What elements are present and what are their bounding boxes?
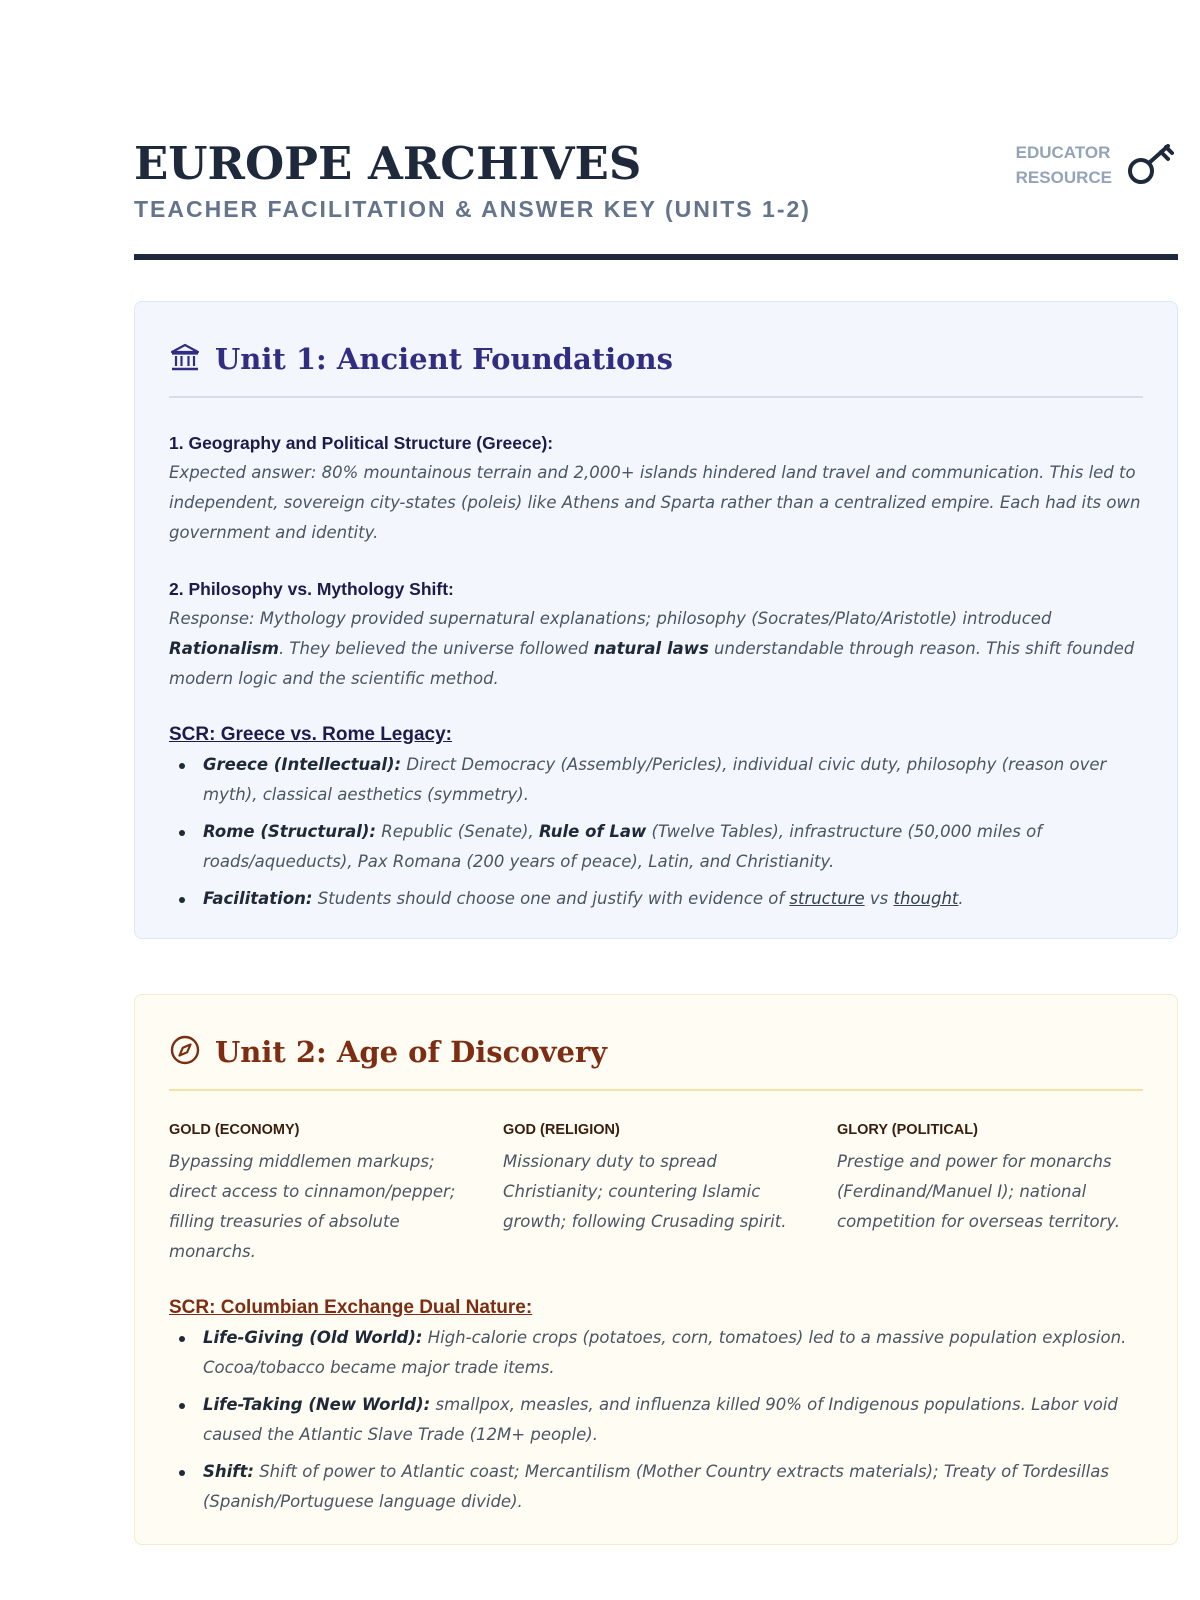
answer-text: understandable through reason. This shift founded modern logic and the scientific method. (169, 639, 1135, 688)
question-1 (169, 428, 1143, 548)
motive-glory-heading: GLORY (POLITICAL) (837, 1122, 978, 1138)
answer-term-natural-laws: natural laws (593, 639, 709, 658)
educator-badge (1016, 138, 1176, 192)
list-item (169, 750, 1143, 810)
list-item (169, 817, 1143, 877)
bullet-lead: Facilitation: (203, 889, 313, 908)
bullet-text: Republic (Senate), (376, 822, 539, 841)
bullet-text: Shift of power to Atlantic coast; Mercantilism (Mother Country extracts materials); Treaty of Tordesillas (Spanish/Portuguese language divide). (203, 1462, 1109, 1511)
list-item (169, 1457, 1143, 1517)
unit-2-scr-list (169, 1323, 1143, 1517)
page-title: EUROPE ARCHIVES (134, 137, 642, 190)
bullet-text: High-calorie crops (potatoes, corn, tomatoes) led to a massive population explosion. Cocoa/tobacco became major trade items. (203, 1328, 1127, 1377)
bullet-text: . (958, 889, 964, 908)
bullet-lead: Shift: (203, 1462, 254, 1481)
bullet-lead: Life-Taking (New World): (203, 1395, 431, 1414)
header-rule (134, 254, 1178, 260)
key-icon (1126, 138, 1176, 192)
unit-1-card (134, 301, 1178, 939)
question-1-answer: Expected answer: 80% mountainous terrain and 2,000+ islands hindered land travel and communication. This led to independent, sovereign city-states (poleis) like Athens and Sparta rather than a centralized empire. Each had its own government and identity. (169, 463, 1141, 542)
unit-1-title: Unit 1: Ancient Foundations (215, 342, 673, 376)
bullet-term-rule-of-law: Rule of Law (538, 822, 647, 841)
bullet-lead: Greece (Intellectual): (203, 755, 402, 774)
unit-1-divider (169, 396, 1143, 398)
list-item (169, 884, 1143, 914)
page-subtitle: TEACHER FACILITATION & ANSWER KEY (UNITS 1-2) (134, 196, 811, 222)
bullet-term-thought: thought (893, 889, 959, 908)
bullet-text: smallpox, measles, and influenza killed 90% of Indigenous populations. Labor void caused the Atlantic Slave Trade (12M+ people). (203, 1395, 1118, 1444)
badge-text (1016, 140, 1112, 190)
motives-columns (169, 1119, 1143, 1267)
answer-term-rationalism: Rationalism (169, 639, 279, 658)
motive-god-text: Missionary duty to spread Christianity; countering Islamic growth; following Crusading spirit. (503, 1152, 787, 1231)
question-2 (169, 574, 1143, 694)
unit-2-divider (169, 1089, 1143, 1091)
question-2-answer (169, 604, 1143, 694)
unit-1-scr-title: SCR: Greece vs. Rome Legacy: (169, 724, 453, 745)
answer-text: . They believed the universe followed (278, 639, 594, 658)
bullet-text: (Twelve Tables), infrastructure (50,000 miles of roads/aqueducts), Pax Romana (200 years of peace), Latin, and Christianity. (203, 822, 1043, 871)
motive-gold-heading: GOLD (ECONOMY) (169, 1122, 300, 1138)
motive-god-heading: GOD (RELIGION) (503, 1122, 620, 1138)
list-item (169, 1390, 1143, 1450)
unit-2-scr-title: SCR: Columbian Exchange Dual Nature: (169, 1297, 533, 1318)
unit-1-heading (169, 302, 1143, 396)
motive-gold-text: Bypassing middlemen markups; direct access to cinnamon/pepper; filling treasuries of absolute monarchs. (169, 1152, 456, 1261)
motive-glory-text: Prestige and power for monarchs (Ferdinand/Manuel I); national competition for overseas territory. (837, 1152, 1121, 1231)
bullet-lead: Rome (Structural): (203, 822, 377, 841)
bullet-term-structure: structure (789, 889, 865, 908)
question-1-label: 1. Geography and Political Structure (Greece): (169, 433, 554, 453)
compass-icon (169, 1034, 201, 1070)
motive-god (503, 1119, 809, 1267)
motive-glory (837, 1119, 1143, 1267)
question-2-label: 2. Philosophy vs. Mythology Shift: (169, 579, 454, 599)
page-header (134, 138, 1178, 223)
bullet-text: Students should choose one and justify with evidence of (312, 889, 790, 908)
list-item (169, 1323, 1143, 1383)
answer-text: Response: Mythology provided supernatural explanations; philosophy (Socrates/Plato/Aristotle) introduced (169, 609, 1052, 628)
unit-1-scr-list (169, 750, 1143, 914)
motive-gold (169, 1119, 475, 1267)
unit-2-card (134, 994, 1178, 1545)
bullet-text: Direct Democracy (Assembly/Pericles), individual civic duty, philosophy (reason over myth), classical aesthetics (symmetry). (203, 755, 1107, 804)
unit-2-title: Unit 2: Age of Discovery (215, 1035, 608, 1069)
unit-2-heading (169, 995, 1143, 1089)
badge-line-2: RESOURCE (1015, 168, 1112, 187)
bullet-lead: Life-Giving (Old World): (203, 1328, 423, 1347)
bullet-text: vs (864, 889, 894, 908)
badge-line-1: EDUCATOR (1015, 143, 1111, 162)
landmark-icon (169, 341, 201, 377)
